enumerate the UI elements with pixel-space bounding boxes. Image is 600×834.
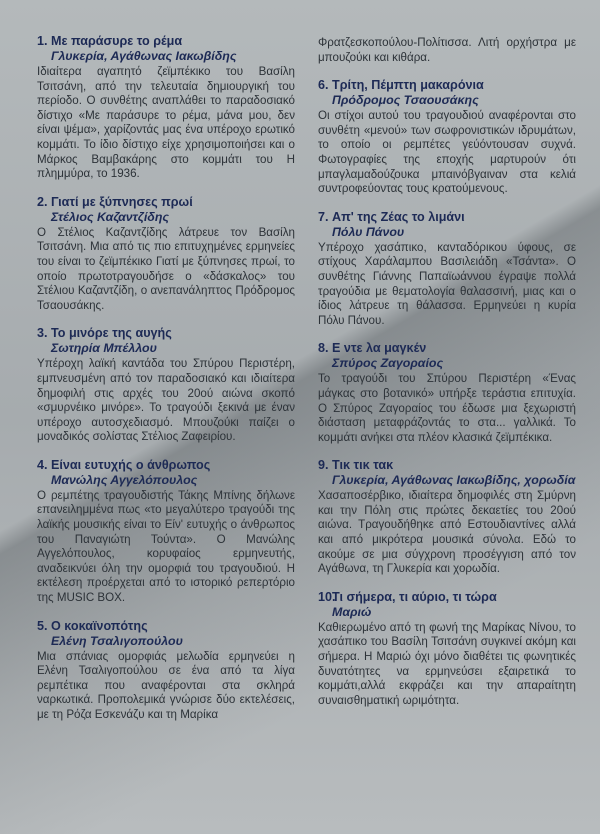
track-title bbox=[37, 326, 295, 341]
track-number: 4. bbox=[37, 457, 48, 472]
track-title-text: Είναι ευτυχής ο άνθρωπος bbox=[51, 457, 211, 472]
track-description: Ιδιαίτερα αγαπητό ζεϊμπέκικο του Βασίλη Τσιτσάνη, από την τελευταία δημιουργική του περίοδο. Ο συνθέτης αναπλάθει το παραδοσιακό δίστιχο «Με παράσυρε το ρέμα, μάνα μου, δεν είναι ψέμα», χαρίζοντάς μας ένα υπέροχο ερωτικό κομμάτι. Το ίδιο δίστιχο είχε χρησιμοποιήσει και ο Μάρκος Βαμβακάρης στο κομμάτι του Η πλημμύρα, το 1936. bbox=[37, 65, 295, 181]
track-entry bbox=[318, 590, 576, 709]
track-title-text: Το μινόρε της αυγής bbox=[51, 326, 172, 341]
track-number: 7. bbox=[318, 209, 329, 224]
track-number: 9. bbox=[318, 458, 329, 473]
track-entry bbox=[37, 619, 295, 723]
track-title bbox=[37, 458, 295, 473]
track-number: 8. bbox=[318, 341, 329, 356]
track-title bbox=[318, 341, 576, 356]
left-column bbox=[37, 34, 295, 736]
track-entry bbox=[37, 34, 295, 182]
track-title-text: Ο κοκαϊνοπότης bbox=[51, 618, 148, 633]
track-description: Μια σπάνιας ομορφιάς μελωδία ερμηνεύει η Ελένη Τσαλιγοπούλου σε ένα από τα λίγα ρεμπέτικα που αναφέρονται στα σκληρά ναρκωτικά. Προπολεμικά γνώρισε δύο εκτελέσεις, με τη Ρόζα Εσκενάζυ και τη Μαρίκα bbox=[37, 649, 295, 721]
track-title-text: Απ' της Ζέας το λιμάνι bbox=[332, 209, 465, 224]
track-number: 6. bbox=[318, 78, 329, 93]
track-description: Χασαποσέρβικο, ιδιαίτερα δημοφιλές στη Σμύρνη και την Πόλη στις πρώτες δεκαετίες του 20ού αιώνα. Τραγουδήθηκε από Εστουδιαντίνες αλλά και από μικρότερα μουσικά σύνολα. Εδώ το ακούμε σε μια σύγχρονη προσέγγιση από τον Αγάθωνα, τη Γλυκερία και χορωδία. bbox=[318, 489, 576, 576]
track-artist: Μανώλης Αγγελόπουλος bbox=[51, 472, 198, 487]
track-description: Καθιερωμένο από τη φωνή της Μαρίκας Νίνου, το χασάπικο του Βασίλη Τσιτσάνη συγκινεί ακόμη και σήμερα. Η Μαριώ όχι μόνο διαθέτει τις φωνητικές δυνατότητες να ερμηνεύσει εξαιρετικά το κομμάτι,αλλά εκφράζει και την απαραίτητη συναισθηματική ωριμότητα. bbox=[318, 620, 576, 707]
track-artist: Γλυκερία, Αγάθωνας Ιακωβίδης, χορωδία bbox=[332, 473, 576, 488]
track-number: 2. bbox=[37, 194, 48, 209]
track-number: 1. bbox=[37, 34, 48, 48]
track-title bbox=[318, 590, 576, 605]
track-number: 5. bbox=[37, 618, 48, 633]
track-entry bbox=[318, 341, 576, 445]
track-title bbox=[37, 34, 295, 49]
track-artist: Σωτηρία Μπέλλου bbox=[51, 341, 157, 356]
track-title-text: Γιατί με ξύπνησες πρωί bbox=[51, 194, 193, 209]
track-artist: Σπύρος Ζαγοραίος bbox=[332, 356, 444, 371]
track-title bbox=[318, 78, 576, 93]
track-entry bbox=[37, 458, 295, 606]
track-title-text: Τρίτη, Πέμπτη μακαρόνια bbox=[332, 78, 484, 93]
track-entry bbox=[318, 458, 576, 577]
track-description: Φρατζεσκοπούλου-Πολίτισσα. Λιτή ορχήστρα με μπουζούκι και κιθάρα. bbox=[318, 36, 576, 64]
right-column bbox=[318, 36, 576, 721]
track-continuation bbox=[318, 36, 576, 65]
track-title bbox=[318, 210, 576, 225]
track-entry bbox=[318, 210, 576, 329]
track-description: Ο Στέλιος Καζαντζίδης λάτρευε τον Βασίλη Τσιτσάνη. Μια από τις πιο επιτυχημένες ερμηνείες του είναι το ζεϊμπέκικο Γιατί με ξύπνησες πρωί, το οποίο πρωτοτραγουδήσε ο «δάσκαλος» του Στέλιου Καζαντζίδη, ο ανεπανάληπτος Πρόδρομος Τσαουσάκης. bbox=[37, 225, 295, 312]
track-artist: Πρόδρομος Τσαουσάκης bbox=[332, 93, 479, 108]
track-title bbox=[37, 619, 295, 634]
track-artist: Στέλιος Καζαντζίδης bbox=[51, 209, 170, 224]
track-entry bbox=[37, 195, 295, 314]
track-title-text: Με παράσυρε το ρέμα bbox=[51, 34, 183, 48]
track-number: 3. bbox=[37, 326, 48, 341]
track-description: Ο ρεμπέτης τραγουδιστής Τάκης Μπίνης δήλωνε επανειλημμένα πως «το μεγαλύτερο τραγούδι της λαϊκής μουσικής είναι το Είν' ευτυχής ο άνθρωπος του Παναγιώτη Τούντα». Ο Μανώλης Αγγελόπουλος, κορυφαίος ερμηνευτής, αναδεικνύει όλη την ομορφιά του τραγουδιού. Η εκτέλεση προέρχεται από το ιστορικό ρεπερτόριο της MUSIC BOX. bbox=[37, 488, 295, 605]
track-description: Το τραγούδι του Σπύρου Περιστέρη «Ένας μάγκας στο βοτανικό» υπήρξε τεράστια επιτυχία. Ο Σπύρος Ζαγοραίος του έδωσε μια ξεχωριστή διάσταση μεταφράζοντάς το στα... γαλλικά. Το κομμάτι ανήκει στα πλέον κλασικά ζεϊμπέκικα. bbox=[318, 372, 576, 444]
track-description: Υπέροχη λαϊκή καντάδα του Σπύρου Περιστέρη, εμπνευσμένη από τον παραδοσιακό και ιδιαίτερα δημοφιλή στις αρχές του 20ού αιώνα σκοπό «σμυρνέικο μινόρε». Το τραγούδι ξεκινά με έναν υπέροχο αυτοσχεδιασμό. Μπουζούκι παίζει ο μοναδικός σολίστας Στέλιος Ζαφειρίου. bbox=[37, 357, 295, 444]
track-entry bbox=[37, 326, 295, 445]
track-artist: Γλυκερία, Αγάθωνας Ιακωβίδης bbox=[51, 49, 237, 63]
track-artist: Μαριώ bbox=[332, 604, 372, 619]
track-title bbox=[37, 195, 295, 210]
track-title-text: Τι σήμερα, τι αύριο, τι τώρα bbox=[332, 589, 497, 604]
track-artist: Πόλυ Πάνου bbox=[332, 224, 405, 239]
track-number: 10. bbox=[318, 589, 336, 604]
track-description: Οι στίχοι αυτού του τραγουδιού αναφέρονται στο συνθέτη «μενού» των σωφρονιστικών ιδρυμάτων, το οποίο οι ρεμπέτες γεύόντουσαν συχνά. Φωτογραφίες της εποχής μαρτυρούν ότι μπαγλαμαδούζουκα μπαινόβγαιναν στα κελιά συντροφεύοντας τους κρατούμενους. bbox=[318, 109, 576, 196]
track-entry bbox=[318, 78, 576, 197]
track-title bbox=[318, 458, 576, 473]
track-artist: Ελένη Τσαλιγοπούλου bbox=[51, 633, 183, 648]
track-title-text: Τικ τικ τακ bbox=[332, 458, 394, 473]
track-title-text: Ε ντε λα μαγκέν bbox=[332, 341, 427, 356]
track-description: Υπέροχο χασάπικο, κανταδόρικου ύφους, σε στίχους Χαράλαμπου Βασιλειάδη «Τσάντα». Ο συνθέτης Γιάννης Παπαϊωάννου έγραψε πολλά τραγούδια με θεματολογία θαλασσινή, μιας και ο ίδιος λάτρευε τη θάλασσα. Ερμηνεύει η κυρία Πόλυ Πάνου. bbox=[318, 240, 576, 327]
